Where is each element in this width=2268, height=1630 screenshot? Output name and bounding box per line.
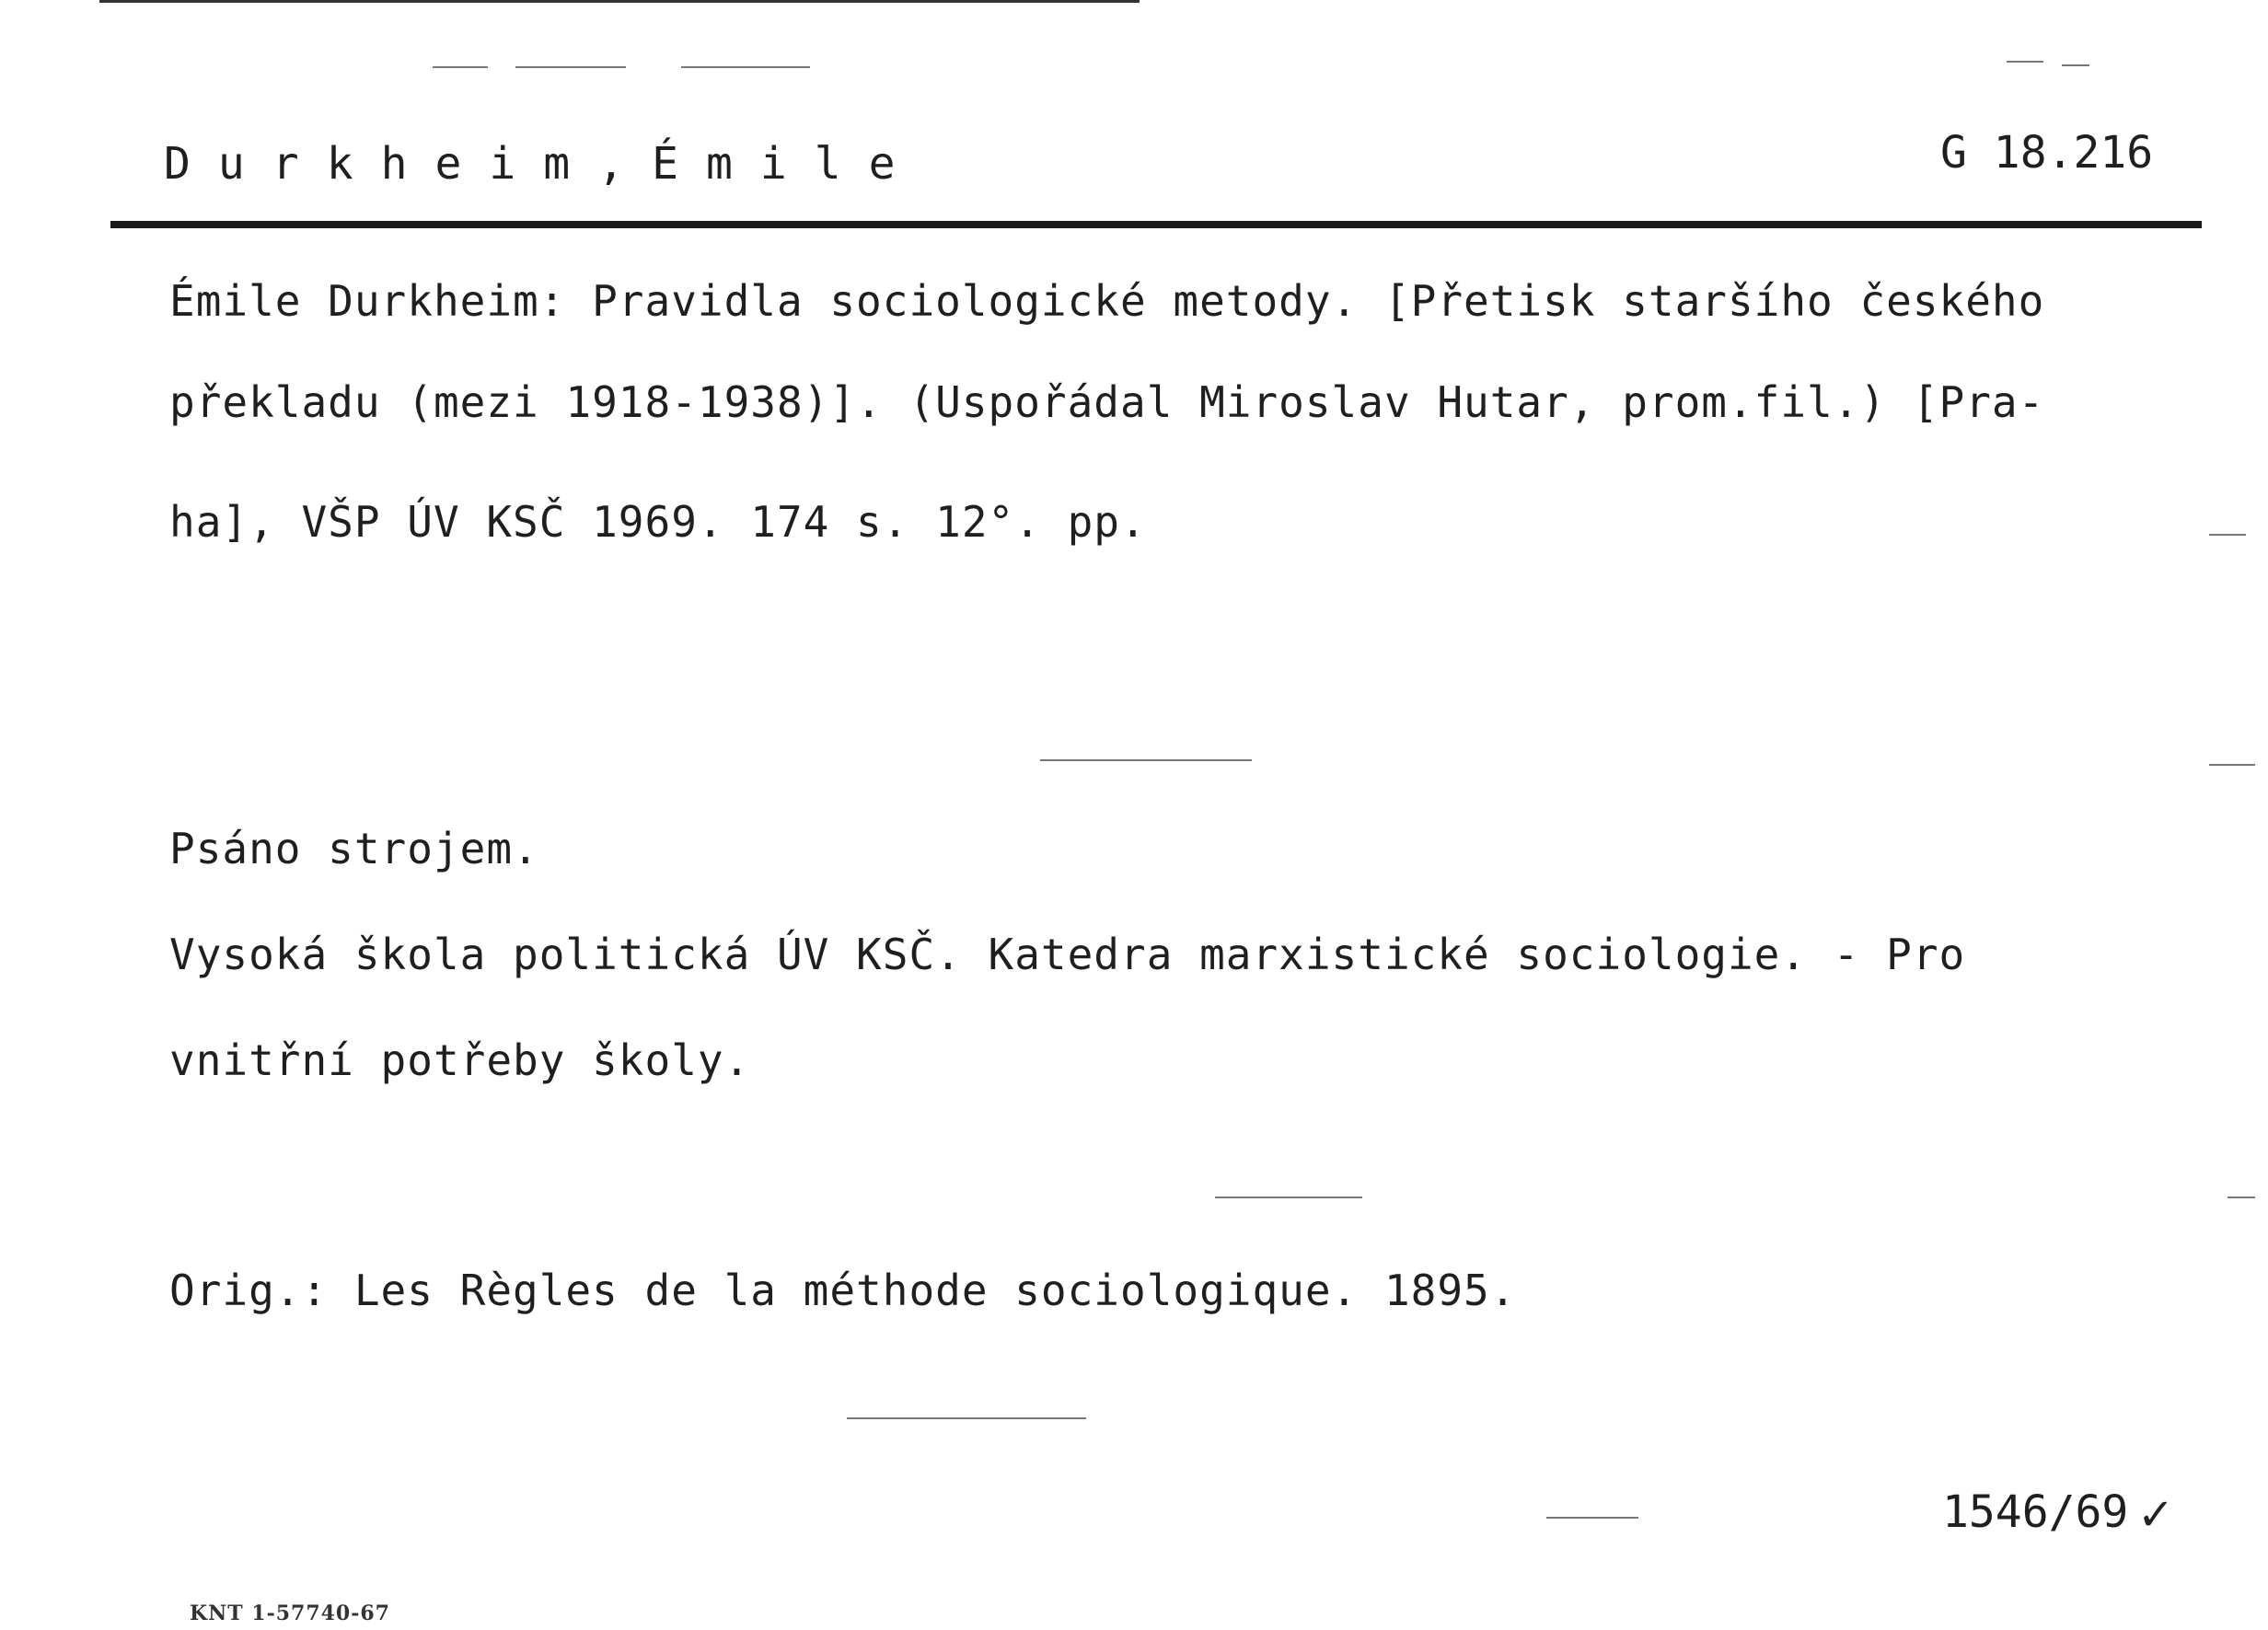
scan-speck — [1215, 1196, 1362, 1198]
call-number: G 18.216 — [1940, 127, 2154, 179]
note-line-1: Psáno strojem. — [169, 824, 539, 873]
scan-speck — [847, 1417, 1086, 1419]
scan-speck — [515, 66, 626, 68]
bibliographic-line-2: překladu (mezi 1918-1938)]. (Uspořádal Miroslav Hutar, prom.fil.) [Pra- — [169, 377, 2045, 427]
scan-speck — [433, 66, 488, 68]
original-title-note: Orig.: Les Règles de la méthode sociologique. 1895. — [169, 1266, 1517, 1315]
note-line-2: Vysoká škola politická ÚV KSČ. Katedra marxistické sociologie. - Pro — [169, 930, 1966, 979]
scan-speck — [2209, 534, 2246, 536]
scan-speck — [2062, 64, 2089, 66]
card-top-edge-line — [99, 0, 1140, 3]
scan-speck — [2209, 764, 2255, 766]
bibliographic-line-1: Émile Durkheim: Pravidla sociologické metody. [Přetisk staršího českého — [169, 276, 2045, 326]
heading-rule — [110, 221, 2202, 228]
scan-speck — [1040, 759, 1252, 761]
scan-speck — [681, 66, 810, 68]
scan-speck — [1546, 1517, 1638, 1519]
printer-code: KNT 1-57740-67 — [190, 1601, 390, 1625]
check-mark-icon: ✓ — [2137, 1489, 2175, 1541]
note-line-3: vnitřní potřeby školy. — [169, 1035, 751, 1085]
author-heading: Durkheim,Émile — [164, 138, 923, 190]
bibliographic-line-3: ha], VŠP ÚV KSČ 1969. 174 s. 12°. pp. — [169, 497, 1147, 547]
scan-speck — [2228, 1196, 2255, 1198]
accession-number: 1546/69 — [1942, 1486, 2129, 1538]
scan-speck — [2007, 61, 2043, 63]
